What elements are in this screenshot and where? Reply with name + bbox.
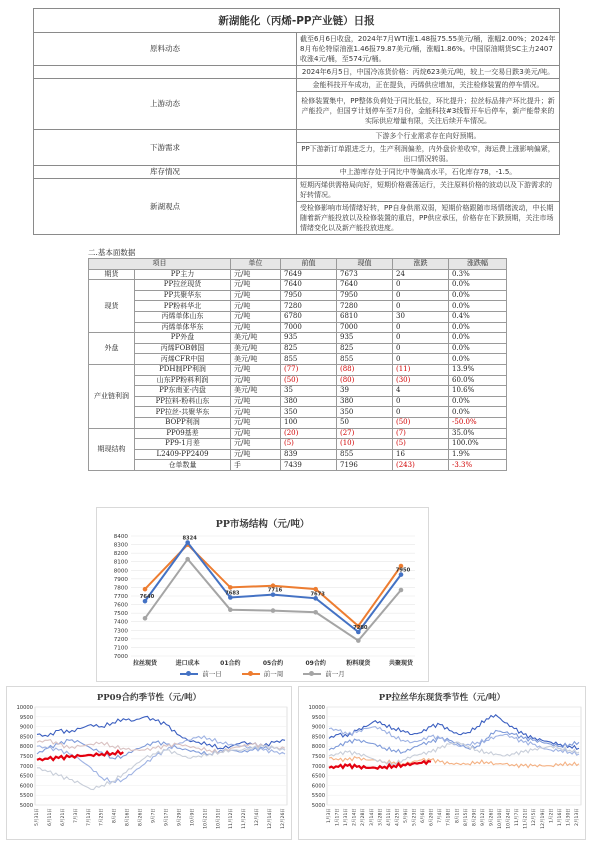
fund-cell: 855 [281, 354, 337, 365]
fund-cell: 380 [337, 396, 393, 407]
fund-row [89, 354, 507, 365]
fund-cell: (80) [337, 375, 393, 386]
y-tick-label: 7500 [19, 754, 33, 760]
fund-cell: (5) [281, 439, 337, 450]
market-structure-chart [96, 507, 429, 682]
fund-cell: 7196 [337, 460, 393, 471]
data-label: 7716 [267, 587, 283, 594]
series-point [228, 585, 233, 590]
fund-cell: 7649 [281, 269, 337, 280]
fund-header-cell: 涨跌幅 [449, 259, 507, 270]
x-tick-label: 11月21日 [523, 808, 529, 829]
fund-row [89, 269, 507, 280]
fund-cell: 0.0% [449, 333, 507, 344]
fund-cell: 39 [337, 386, 393, 397]
downstream-text-2: PP下游新订单跟进乏力，生产利润偏差，内外盘价差收窄，海运费上涨影响偏紧，出口情况转弱。 [297, 143, 560, 166]
x-tick-label: 9月7日 [151, 808, 157, 824]
fund-group-label: 期货 [89, 269, 135, 280]
fund-cell: 0 [393, 290, 449, 301]
fund-row [89, 301, 507, 312]
x-tick-label: 11月7日 [515, 808, 521, 826]
fund-cell: 0.0% [449, 343, 507, 354]
fund-cell: 50 [337, 417, 393, 428]
section-inventory: 库存情况 [34, 166, 297, 179]
market-structure-legend [97, 669, 428, 678]
series-point [228, 607, 233, 612]
fund-cell: 美元/吨 [231, 386, 281, 397]
series-point [143, 587, 148, 592]
x-tick-label: 7月3日 [73, 808, 79, 824]
fund-cell: 16 [393, 449, 449, 460]
x-tick-label: 8月4日 [112, 808, 118, 824]
outlook-text-1: 短期丙烯供需格局向好，短期价格震荡运行，关注原料价格的波动以及下游需求的好转情况。 [297, 179, 560, 202]
fund-cell: 0 [393, 407, 449, 418]
x-tick-label: 10月31日 [216, 808, 222, 829]
fund-cell: 825 [337, 343, 393, 354]
fund-cell: BOPP利润 [135, 417, 231, 428]
fund-cell: 丙烯CFR中国 [135, 354, 231, 365]
fund-cell: 6780 [281, 311, 337, 322]
fund-cell: 0.0% [449, 290, 507, 301]
fund-cell: L2409-PP2409 [135, 449, 231, 460]
y-tick-label: 7300 [113, 628, 128, 635]
x-tick-label: 12月14日 [268, 808, 274, 829]
fund-cell: PP主力 [135, 269, 231, 280]
fund-cell: 7439 [281, 460, 337, 471]
x-category-label: 进口成本 [175, 660, 200, 667]
fund-cell: 100 [281, 417, 337, 428]
fund-cell: 美元/吨 [231, 354, 281, 365]
y-tick-label: 8100 [113, 559, 128, 566]
fund-cell: PP共聚华东 [135, 290, 231, 301]
season-line [37, 751, 123, 760]
x-tick-label: 4月11日 [386, 808, 392, 826]
fund-cell: (10) [337, 439, 393, 450]
y-tick-label: 7100 [113, 645, 128, 652]
fund-cell: 7640 [337, 280, 393, 291]
y-tick-label: 7000 [19, 763, 33, 770]
data-label: 7673 [310, 591, 325, 598]
fund-cell: (30) [393, 375, 449, 386]
fund-header-cell: 现值 [337, 259, 393, 270]
fund-header-cell: 单位 [231, 259, 281, 270]
fund-cell: 丙烯单体山东 [135, 311, 231, 322]
fund-cell: 0 [393, 354, 449, 365]
fund-cell: 0 [393, 343, 449, 354]
fund-cell: 7000 [281, 322, 337, 333]
x-tick-label: 11月22日 [242, 808, 248, 829]
y-tick-label: 8000 [311, 744, 325, 751]
y-tick-label: 5500 [19, 793, 33, 800]
season-line [329, 731, 579, 754]
outlook-text-2: 受检修影响市场情绪好转，PP自身供需双弱，短期价格跟随市场情绪波动，中长期随着新产能投放以及检修装置的重启，PP供应承压，价格存在下跌预期，关注市场情绪变化以及新产能投放进度。 [297, 202, 560, 235]
y-tick-label: 9500 [311, 714, 325, 721]
y-tick-label: 6000 [19, 783, 33, 790]
fund-cell: PP9-1月差 [135, 439, 231, 450]
legend-prev-day: 前一日 [180, 669, 222, 678]
data-label: 7640 [139, 594, 155, 601]
pp-east-spot-seasonality-title: PP拉丝华东现货季节性（元/吨） [378, 693, 506, 703]
x-tick-label: 6月20日 [429, 808, 435, 826]
fund-row [89, 290, 507, 301]
fund-cell: 7950 [281, 290, 337, 301]
y-tick-label: 8000 [19, 744, 33, 751]
fund-cell: 30 [393, 311, 449, 322]
fund-cell: 6810 [337, 311, 393, 322]
fund-cell: PP拉料-粉料山东 [135, 396, 231, 407]
fund-cell: 山东PP粉料利润 [135, 375, 231, 386]
fund-cell: 元/吨 [231, 301, 281, 312]
y-tick-label: 7500 [311, 754, 325, 760]
fund-cell: 7673 [337, 269, 393, 280]
fund-header-cell: 前值 [281, 259, 337, 270]
y-tick-label: 6500 [311, 773, 325, 780]
fund-cell: 839 [281, 449, 337, 460]
fund-cell: 0.3% [449, 269, 507, 280]
y-tick-label: 8500 [311, 734, 325, 741]
y-tick-label: 7000 [311, 763, 325, 770]
series-point [313, 610, 318, 615]
y-tick-label: 6000 [311, 783, 325, 790]
y-tick-label: 5500 [311, 793, 325, 800]
x-tick-label: 5月23日 [412, 808, 418, 826]
fund-cell: 35.0% [449, 428, 507, 439]
y-tick-label: 7800 [113, 585, 128, 592]
fund-cell: 0.0% [449, 301, 507, 312]
fund-cell: 元/吨 [231, 311, 281, 322]
x-tick-label: 2月14日 [352, 808, 358, 826]
series-point [356, 638, 361, 643]
fund-cell: 855 [337, 449, 393, 460]
y-tick-label: 5000 [19, 803, 33, 809]
legend-prev-week: 前一周 [242, 669, 284, 678]
x-tick-label: 1月31日 [344, 808, 350, 826]
raw-materials-text-1: 截至6月6日收盘，2024年7月WTI涨1.48报75.55美元/桶，涨幅2.00%；2024年8月布伦特原油涨1.46报79.87美元/桶，涨幅1.86%。中国原油期货SC主力2407收涨4元/桶，至574元/桶。 [297, 33, 560, 66]
fund-cell: 7280 [281, 301, 337, 312]
upstream-text-2: 检修装置集中，PP整体负荷处于同比低位，环比提升；拉丝标品排产环比提升；新产能投产，但国亨计划停车至7月份，金能科技#3线暂开车后停车，新产能带来的实际供应增量有限，关注后续开车情况。 [297, 92, 560, 130]
raw-materials-text-2: 2024年6月5日，中国冷冻货价格：丙烷623美元/吨，较上一交易日跌3美元/吨。 [297, 66, 560, 79]
y-tick-label: 7000 [113, 654, 128, 660]
y-tick-label: 8200 [113, 551, 128, 558]
fund-cell: 元/吨 [231, 322, 281, 333]
legend-prev-month: 前一月 [303, 669, 345, 678]
fund-cell: 元/吨 [231, 449, 281, 460]
data-label: 7683 [225, 590, 240, 597]
fund-cell: (50) [281, 375, 337, 386]
x-tick-label: 7月18日 [446, 808, 452, 826]
fund-cell: 手 [231, 460, 281, 471]
fund-cell: 935 [281, 333, 337, 344]
y-tick-label: 8400 [113, 534, 128, 540]
fund-row [89, 364, 507, 375]
fund-cell: -3.3% [449, 460, 507, 471]
fund-cell: 7640 [281, 280, 337, 291]
x-tick-label: 8月29日 [472, 808, 478, 826]
x-tick-label: 2月28日 [361, 808, 367, 826]
fund-cell: (7) [393, 428, 449, 439]
fund-row [89, 333, 507, 344]
fund-cell: PDH制PP利润 [135, 364, 231, 375]
fund-cell: 350 [281, 407, 337, 418]
y-tick-label: 9000 [19, 724, 33, 731]
fund-cell: PP外盘 [135, 333, 231, 344]
pp-east-spot-seasonality-plot [299, 687, 587, 841]
x-tick-label: 12月4日 [255, 808, 261, 826]
fund-header-item: 项目 [89, 259, 231, 270]
fund-cell: 美元/吨 [231, 343, 281, 354]
x-tick-label: 1月16日 [557, 808, 563, 826]
x-tick-label: 10月21日 [203, 808, 209, 829]
fund-cell: 7950 [337, 290, 393, 301]
fund-cell: PP粉料华北 [135, 301, 231, 312]
fund-cell: 丙烯FOB韩国 [135, 343, 231, 354]
x-category-label: 拉丝现货 [132, 660, 158, 667]
fund-group-label: 产业链利润 [89, 364, 135, 428]
pp09-seasonality-plot [7, 687, 293, 841]
fund-cell: 元/吨 [231, 375, 281, 386]
fund-cell: 0 [393, 301, 449, 312]
fund-row [89, 280, 507, 291]
x-tick-label: 6月11日 [47, 808, 53, 826]
section-downstream: 下游需求 [34, 130, 297, 166]
fund-cell: (77) [281, 364, 337, 375]
x-category-label: 01合约 [220, 660, 241, 667]
y-tick-label: 6500 [19, 773, 33, 780]
y-tick-label: 7400 [113, 619, 128, 626]
fund-cell: 0 [393, 280, 449, 291]
section-upstream: 上游动态 [34, 79, 297, 130]
x-category-label: 粉料现货 [346, 660, 371, 667]
fund-row [89, 439, 507, 450]
y-tick-label: 8500 [19, 734, 33, 741]
fund-group-label: 外盘 [89, 333, 135, 365]
fund-cell: 1.9% [449, 449, 507, 460]
x-category-label: 共聚现货 [388, 660, 414, 667]
fund-cell: (50) [393, 417, 449, 428]
pp09-seasonality-chart [6, 686, 292, 840]
fund-row [89, 396, 507, 407]
x-tick-label: 3月14日 [369, 808, 375, 826]
fund-header-cell: 涨跌 [393, 259, 449, 270]
fund-cell: 仓单数量 [135, 460, 231, 471]
fund-cell: 0 [393, 322, 449, 333]
fund-row [89, 417, 507, 428]
fund-row [89, 449, 507, 460]
fund-cell: 0 [393, 396, 449, 407]
x-tick-label: 1月3日 [327, 808, 332, 824]
fundamentals-heading: 二.基本面数据 [88, 248, 136, 257]
x-tick-label: 7月4日 [438, 808, 444, 824]
report-title: 新湖能化（丙烯-PP产业链）日报 [34, 9, 560, 33]
x-tick-label: 8月15日 [463, 808, 469, 826]
y-tick-label: 7900 [113, 576, 128, 583]
market-structure-title: PP市场结构（元/吨） [215, 519, 310, 530]
y-tick-label: 10000 [16, 705, 33, 711]
fund-cell: 0.0% [449, 396, 507, 407]
x-tick-label: 9月26日 [489, 808, 495, 826]
fund-row [89, 407, 507, 418]
x-tick-label: 1月30日 [566, 808, 572, 826]
fund-cell: 10.6% [449, 386, 507, 397]
x-category-label: 05合约 [262, 660, 284, 667]
section-outlook: 新湖观点 [34, 179, 297, 235]
fund-cell: 元/吨 [231, 417, 281, 428]
fund-cell: 60.0% [449, 375, 507, 386]
fundamentals-table [88, 258, 507, 471]
x-category-label: 09合约 [305, 660, 326, 667]
season-line [329, 742, 579, 765]
fund-cell: (88) [337, 364, 393, 375]
y-tick-label: 8000 [113, 568, 128, 575]
y-tick-label: 8300 [113, 542, 128, 549]
fund-cell: 0.0% [449, 354, 507, 365]
x-tick-label: 5月9日 [403, 808, 409, 824]
y-tick-label: 9500 [19, 714, 33, 721]
daily-report-table [33, 8, 560, 235]
x-tick-label: 12月26日 [281, 808, 286, 829]
y-tick-label: 9000 [311, 724, 325, 731]
fund-cell: 350 [337, 407, 393, 418]
fund-row [89, 375, 507, 386]
fund-cell: 4 [393, 386, 449, 397]
x-tick-label: 10月10日 [498, 808, 504, 829]
x-tick-label: 6月21日 [60, 808, 66, 826]
fund-cell: PP拉丝现货 [135, 280, 231, 291]
x-tick-label: 10月24日 [506, 808, 512, 829]
fund-cell: 元/吨 [231, 428, 281, 439]
fund-cell: 380 [281, 396, 337, 407]
fund-cell: 0.0% [449, 280, 507, 291]
inventory-text: 中上游库存处于同比中等偏高水平，石化库存78，-1.5。 [297, 166, 560, 179]
y-tick-label: 7700 [113, 594, 128, 600]
fund-group-label: 现货 [89, 280, 135, 333]
fund-cell: -50.0% [449, 417, 507, 428]
downstream-text-1: 下游多个行业需求存在向好预期。 [297, 130, 560, 143]
y-tick-label: 5000 [311, 803, 325, 809]
series-point [399, 588, 404, 593]
x-tick-label: 12月19日 [540, 808, 546, 829]
market-structure-plot [97, 508, 430, 683]
upstream-text-1: 金能科技开车成功，正在提负，丙烯供应增加，关注检修装置的停车情况。 [297, 79, 560, 92]
data-label: 7950 [395, 567, 411, 574]
fund-row [89, 428, 507, 439]
fund-cell: 丙烯单体华东 [135, 322, 231, 333]
x-tick-label: 12月5日 [532, 808, 538, 826]
season-line [329, 727, 579, 756]
y-tick-label: 7200 [113, 636, 128, 643]
x-tick-label: 6月6日 [421, 808, 427, 824]
data-label: 7280 [353, 625, 368, 631]
x-tick-label: 8月26日 [138, 808, 144, 826]
fund-cell: (243) [393, 460, 449, 471]
y-tick-label: 7500 [113, 611, 128, 618]
x-tick-label: 7月25日 [99, 808, 105, 826]
x-tick-label: 4月25日 [395, 808, 401, 826]
season-line [329, 761, 431, 769]
fund-cell: 元/吨 [231, 364, 281, 375]
x-tick-label: 3月28日 [378, 808, 384, 826]
fund-cell: 美元/吨 [231, 333, 281, 344]
section-raw-materials: 原料动态 [34, 33, 297, 66]
fund-cell: 35 [281, 386, 337, 397]
fund-cell: PP东南亚-内盘 [135, 386, 231, 397]
fund-header-row [89, 259, 507, 270]
fund-group-label: 期现结构 [89, 428, 135, 470]
series-point [143, 616, 148, 621]
fund-cell: 元/吨 [231, 439, 281, 450]
x-tick-label: 9月29日 [177, 808, 183, 826]
x-tick-label: 10月9日 [190, 808, 196, 826]
fund-cell: 825 [281, 343, 337, 354]
fund-cell: 7280 [337, 301, 393, 312]
fund-cell: 24 [393, 269, 449, 280]
section-raw-materials-cont [34, 66, 297, 79]
fund-cell: 0.4% [449, 311, 507, 322]
x-tick-label: 5月31日 [35, 808, 40, 826]
x-tick-label: 11月12日 [229, 808, 235, 829]
fund-cell: (5) [393, 439, 449, 450]
fund-cell: 0 [393, 333, 449, 344]
fund-cell: 13.9% [449, 364, 507, 375]
fund-cell: 0.0% [449, 407, 507, 418]
fund-cell: (11) [393, 364, 449, 375]
y-tick-label: 10000 [308, 705, 325, 711]
x-tick-label: 2月13日 [575, 808, 580, 826]
y-tick-label: 7600 [113, 602, 128, 609]
series-point [271, 608, 276, 613]
x-tick-label: 9月17日 [164, 808, 170, 826]
fund-cell: (27) [337, 428, 393, 439]
fund-cell: 元/吨 [231, 290, 281, 301]
fund-cell: 元/吨 [231, 280, 281, 291]
x-tick-label: 8月1日 [455, 808, 461, 824]
x-tick-label: 7月13日 [86, 808, 92, 826]
fund-row [89, 311, 507, 322]
fund-cell: 元/吨 [231, 407, 281, 418]
data-label: 8324 [182, 535, 197, 542]
fund-row [89, 322, 507, 333]
fund-cell: (20) [281, 428, 337, 439]
fund-cell: 元/吨 [231, 269, 281, 280]
fund-cell: 元/吨 [231, 396, 281, 407]
fund-cell: PP09基差 [135, 428, 231, 439]
fund-cell: 7000 [337, 322, 393, 333]
x-tick-label: 9月12日 [480, 808, 486, 826]
fund-row [89, 343, 507, 354]
fund-row [89, 460, 507, 471]
x-tick-label: 1月2日 [549, 808, 555, 824]
series-point [185, 557, 190, 562]
fund-row [89, 386, 507, 397]
fund-cell: 0.0% [449, 322, 507, 333]
x-tick-label: 1月17日 [335, 808, 341, 826]
pp-east-spot-seasonality-chart [298, 686, 586, 840]
fund-cell: PP拉丝-共聚华东 [135, 407, 231, 418]
fund-cell: 855 [337, 354, 393, 365]
fund-cell: 100.0% [449, 439, 507, 450]
pp09-seasonality-title: PP09合约季节性（元/吨） [96, 693, 202, 703]
x-tick-label: 8月16日 [125, 808, 131, 826]
fund-cell: 935 [337, 333, 393, 344]
